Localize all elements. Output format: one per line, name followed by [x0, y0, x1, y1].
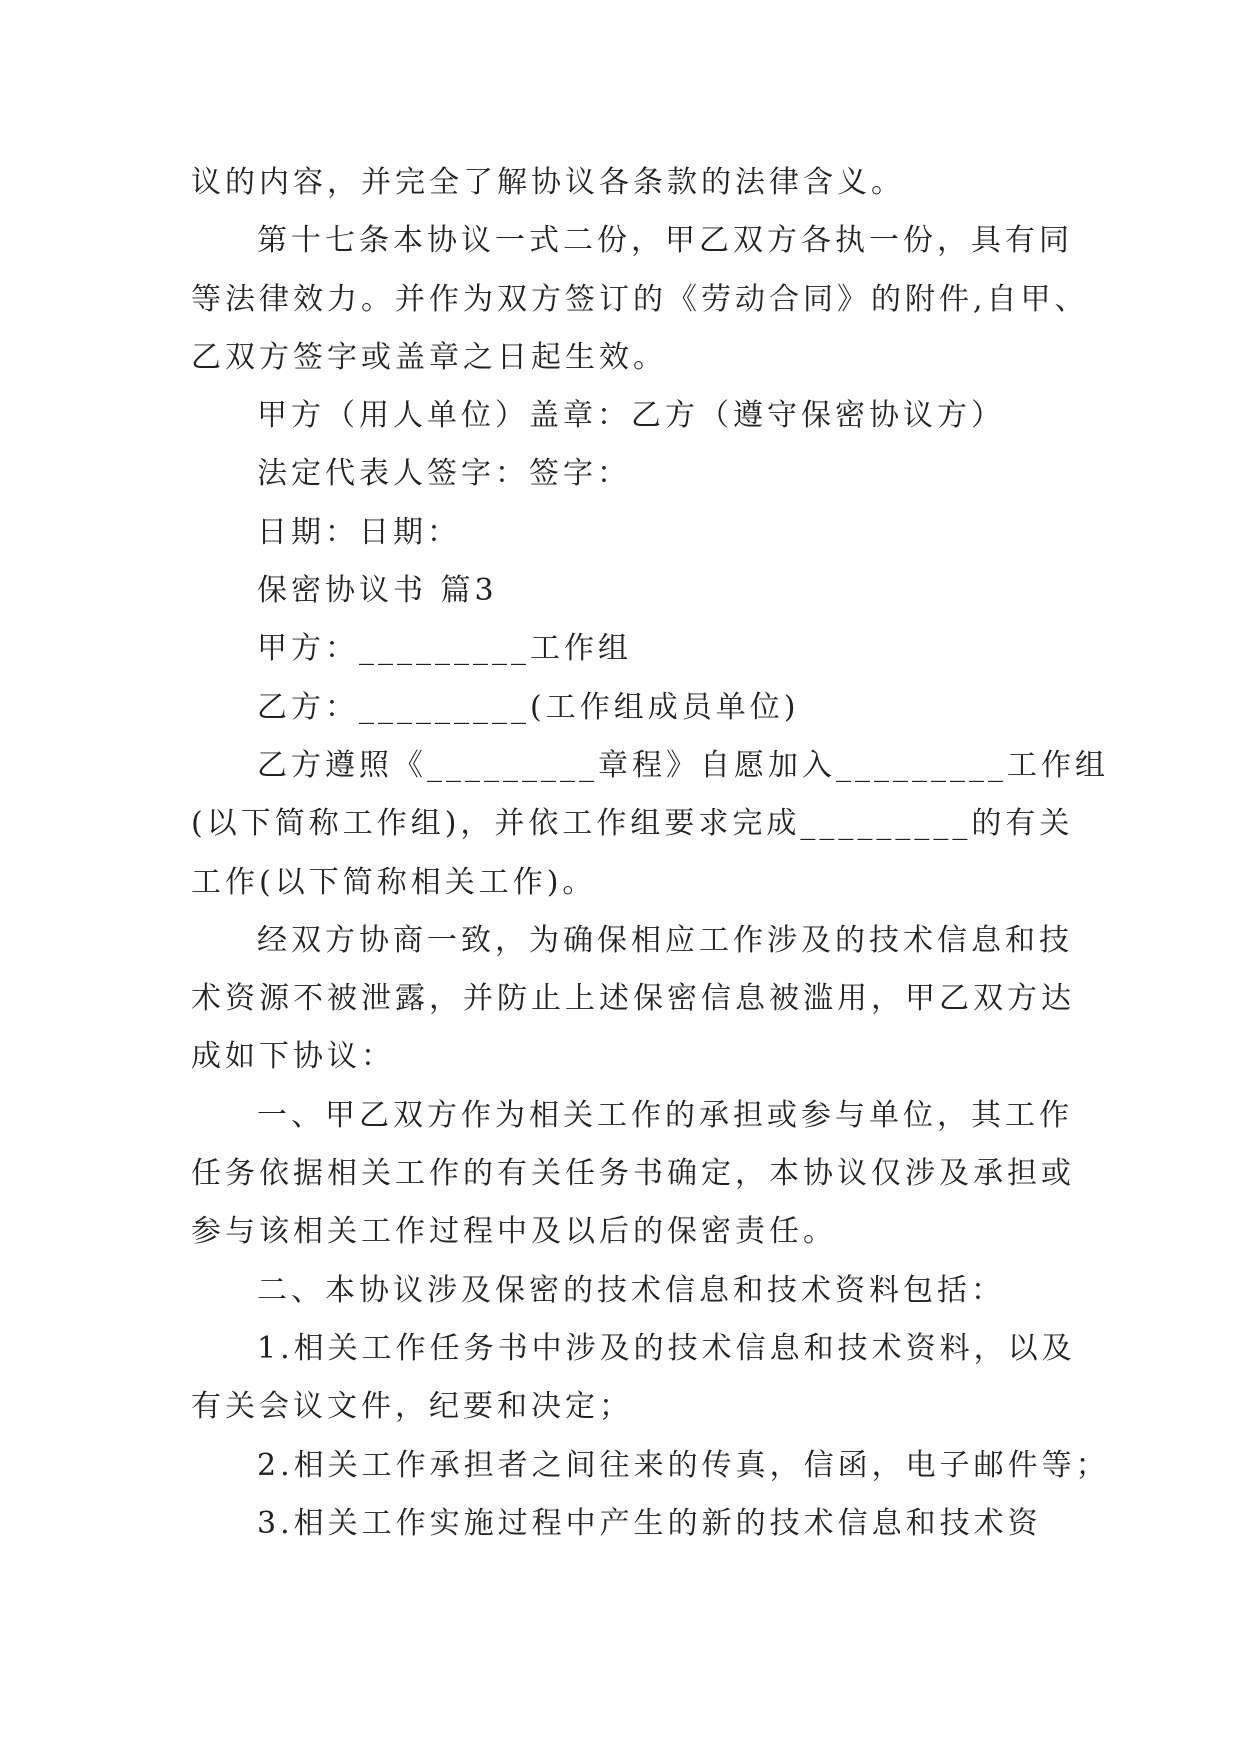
text-line: 术资源不被泄露，并防止上述保密信息被滥用，甲乙双方达 [191, 981, 1075, 1017]
text-line: 成如下协议： [191, 1039, 395, 1075]
text-line: 有关会议文件，纪要和决定； [191, 1389, 633, 1425]
text-line: 议的内容，并完全了解协议各条款的法律含义。 [191, 165, 905, 200]
text-line: 乙方遵照《_________章程》自愿加入_________工作组 [257, 747, 1109, 783]
text-line: 日期：日期： [257, 514, 461, 550]
text-line: (以下简称工作组)，并依工作组要求完成_________的有关 [191, 806, 1074, 842]
text-line: 参与该相关工作过程中及以后的保密责任。 [191, 1214, 837, 1250]
text-line: 甲方：_________工作组 [257, 631, 632, 667]
text-line: 3.相关工作实施过程中产生的新的技术信息和技术资 [257, 1505, 1042, 1541]
text-line: 1.相关工作任务书中涉及的技术信息和技术资料，以及 [257, 1330, 1076, 1366]
text-line: 甲方（用人单位）盖章：乙方（遵守保密协议方） [257, 398, 1005, 434]
text-line: 第十七条本协议一式二份，甲乙双方各执一份，具有同 [257, 223, 1073, 259]
document-body [191, 154, 1110, 1553]
text-line: 乙方：_________(工作组成员单位) [257, 689, 800, 725]
text-line: 二、本协议涉及保密的技术信息和技术资料包括： [257, 1272, 1005, 1308]
section-heading: 保密协议书 篇3 [257, 573, 498, 609]
text-line: 工作(以下简称相关工作)。 [191, 864, 597, 900]
text-line: 等法律效力。并作为双方签订的《劳动合同》的附件,自甲、 [191, 281, 1089, 317]
text-line: 法定代表人签字：签字： [257, 456, 631, 492]
text-line: 一、甲乙双方作为相关工作的承担或参与单位，其工作 [257, 1097, 1073, 1133]
text-line: 2.相关工作承担者之间往来的传真，信函，电子邮件等； [257, 1447, 1110, 1483]
text-line: 经双方协商一致，为确保相应工作涉及的技术信息和技 [257, 922, 1073, 958]
text-line: 乙双方签字或盖章之日起生效。 [191, 339, 667, 375]
text-line: 任务依据相关工作的有关任务书确定，本协议仅涉及承担或 [191, 1156, 1075, 1192]
